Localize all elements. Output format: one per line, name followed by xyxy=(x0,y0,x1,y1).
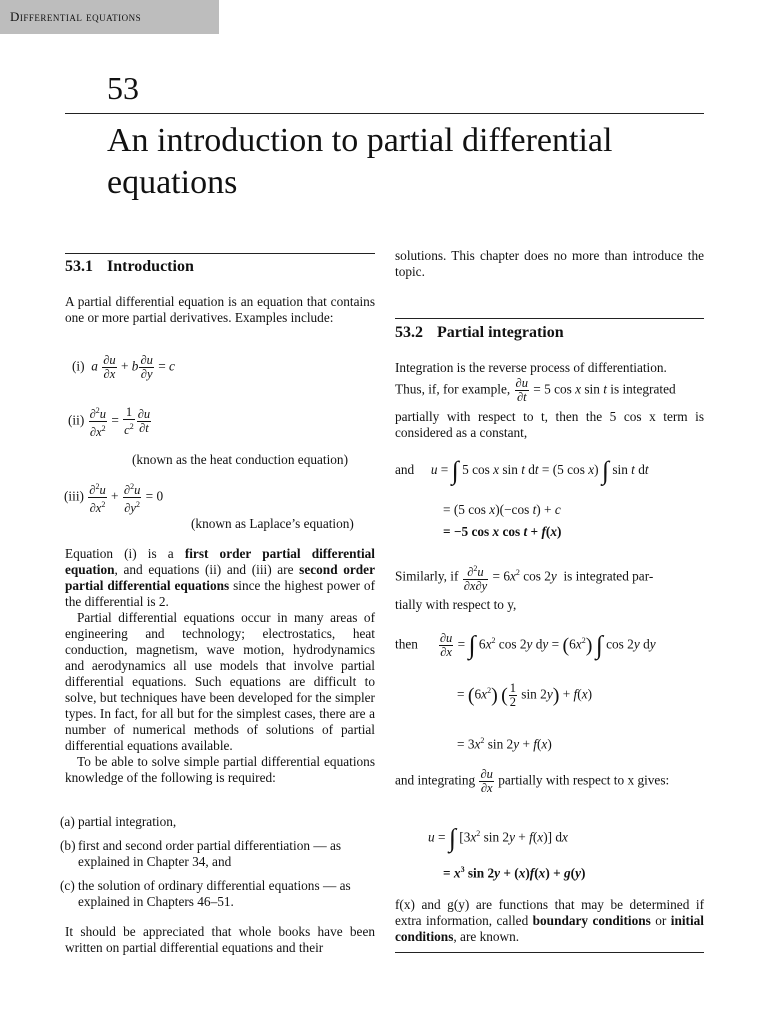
section-title: Introduction xyxy=(107,258,194,275)
integral-step-1: and u = ∫ 5 cos x sin t dt = (5 cos x) ∫ sin t dt xyxy=(395,455,649,485)
paragraph-applications: Partial differential equations occur in many areas of engineering and technology; electrostatics, heat conduction, magnetism, wave motion, hydrodynamics and aerodynamics all use models that involve partial differential equations. Such equations are difficult to solve, but techniques have been developed for the simpler types. In fact, for all but for the simplest cases, there are a number of numerical methods of solutions of partial differential equations available. xyxy=(65,610,375,753)
similarly-line: Similarly, if $\frac{\partial^2u}{\partial x\partial y}$ = $6x^2$ cos 2y is integrated par- xyxy=(395,564,654,594)
eq-label-ii: (ii) xyxy=(68,412,85,428)
section-number: 53.2 xyxy=(395,324,423,341)
section-rule-532 xyxy=(395,318,704,319)
bottom-rule xyxy=(395,952,704,953)
partial-wrt-t-text: partially with respect to t, then the 5 cos x term is considered as a constant, xyxy=(395,409,704,440)
intro-paragraph xyxy=(65,294,375,326)
paragraph-order: Equation (i) is a first order partial differential equation, and equations (ii) and (iii) are second order partial differential equations since the highest power of the differential is 2. Partial differential equations occur in many areas of engineering and technology; electrostatics, heat conduction, magnetism, wave motion, hydrodynamics and aerodynamics all use models that involve partial differential equations. Such equations are difficult to solve, but techniques have been developed for the simpler types. In fact, for all but for the simplest cases, there are a number of numerical methods of solutions of partial differential equations available. To be able to solve simple partial differential equations knowledge of the following is required: xyxy=(65,546,376,785)
section-number: 53.1 xyxy=(65,258,93,275)
similarly-continued: tially with respect to y, xyxy=(395,597,517,612)
chapter-title: An introduction to partial differential equations xyxy=(107,122,613,201)
section-532-heading xyxy=(395,325,704,341)
integral-step-5: = $3x^2$ sin 2y + f(x) xyxy=(457,736,552,752)
integral-step-6: u = ∫ [$3x^2$ sin 2y + f(x)] dx xyxy=(428,823,568,853)
section-531-heading xyxy=(65,259,375,275)
term-second-order: second order partial differential equations xyxy=(65,562,375,593)
integral-result-1: = −5 cos x cos t + f(x) xyxy=(443,524,562,539)
chapter-rule xyxy=(65,113,704,114)
section-title: Partial integration xyxy=(437,324,564,341)
section-rule-531 xyxy=(65,253,375,254)
intro-text: A partial differential equation is an equation that contains one or more partial derivatives. Examples include: xyxy=(65,294,375,325)
integral-step-4: = $(6x^2)$ ( $\frac{1}{2}$ sin 2y) + f(x) xyxy=(457,681,593,709)
paragraph-requirements: To be able to solve simple partial differential equations knowledge of the following is required: xyxy=(65,754,375,785)
continued-text: solutions. This chapter does no more than introduce the topic. xyxy=(395,248,704,279)
paragraph-books: It should be appreciated that whole books have been written on partial differential equations and their xyxy=(65,924,375,955)
eq-label-iii: (iii) xyxy=(64,488,84,504)
term-initial-conditions: initial conditions xyxy=(395,913,704,944)
heat-note: (known as the heat conduction equation) xyxy=(132,452,349,467)
integrating-line: and integrating $\frac{\partial u}{\partial x}$ partially with respect to x gives: xyxy=(395,767,670,795)
integral-result-2: = $x^3$ sin 2y + (x)f(x) + g(y) xyxy=(443,865,586,881)
boundary-conditions-paragraph: f(x) and g(y) are functions that may be determined if extra information, called boundary conditions or initial conditions, are known. xyxy=(395,897,704,944)
term-first-order: first order partial differential equation xyxy=(65,546,375,577)
laplace-note: (known as Laplace’s equation) xyxy=(191,516,354,531)
equation-ii: (ii) $\frac{\partial^2u}{\partial x^2}$ = $\frac{1}{c^2}$ $\frac{\partial u}{\partial t}$ xyxy=(68,405,151,440)
partial-integration-text: Integration is the reverse process of differentiation. xyxy=(395,360,667,375)
integral-step-3: then $\frac{\partial u}{\partial x}$ = ∫ $6x^2$ cos 2y dy = $(6x^2)$ ∫ cos 2y dy xyxy=(395,630,656,660)
term-boundary-conditions: boundary conditions xyxy=(532,913,651,928)
chapter-number: 53 xyxy=(107,70,139,106)
example-line: Thus, if, for example, $\frac{\partial u}{\partial t}$ = 5 cos x sin t is integrated xyxy=(395,376,676,404)
equation-iii: (iii) $\frac{\partial^2u}{\partial x^2}$ + $\frac{\partial^2u}{\partial y^2}$ = 0 xyxy=(64,482,164,516)
integral-step-2: = (5 cos x)(−cos t) + c xyxy=(443,502,561,517)
running-head: Differential equations xyxy=(0,0,219,34)
eq-label-i: (i) xyxy=(72,358,85,374)
equation-i: (i) a $\frac{\partial u}{\partial x}$ + b $\frac{\partial u}{\partial y}$ = c xyxy=(72,353,175,381)
